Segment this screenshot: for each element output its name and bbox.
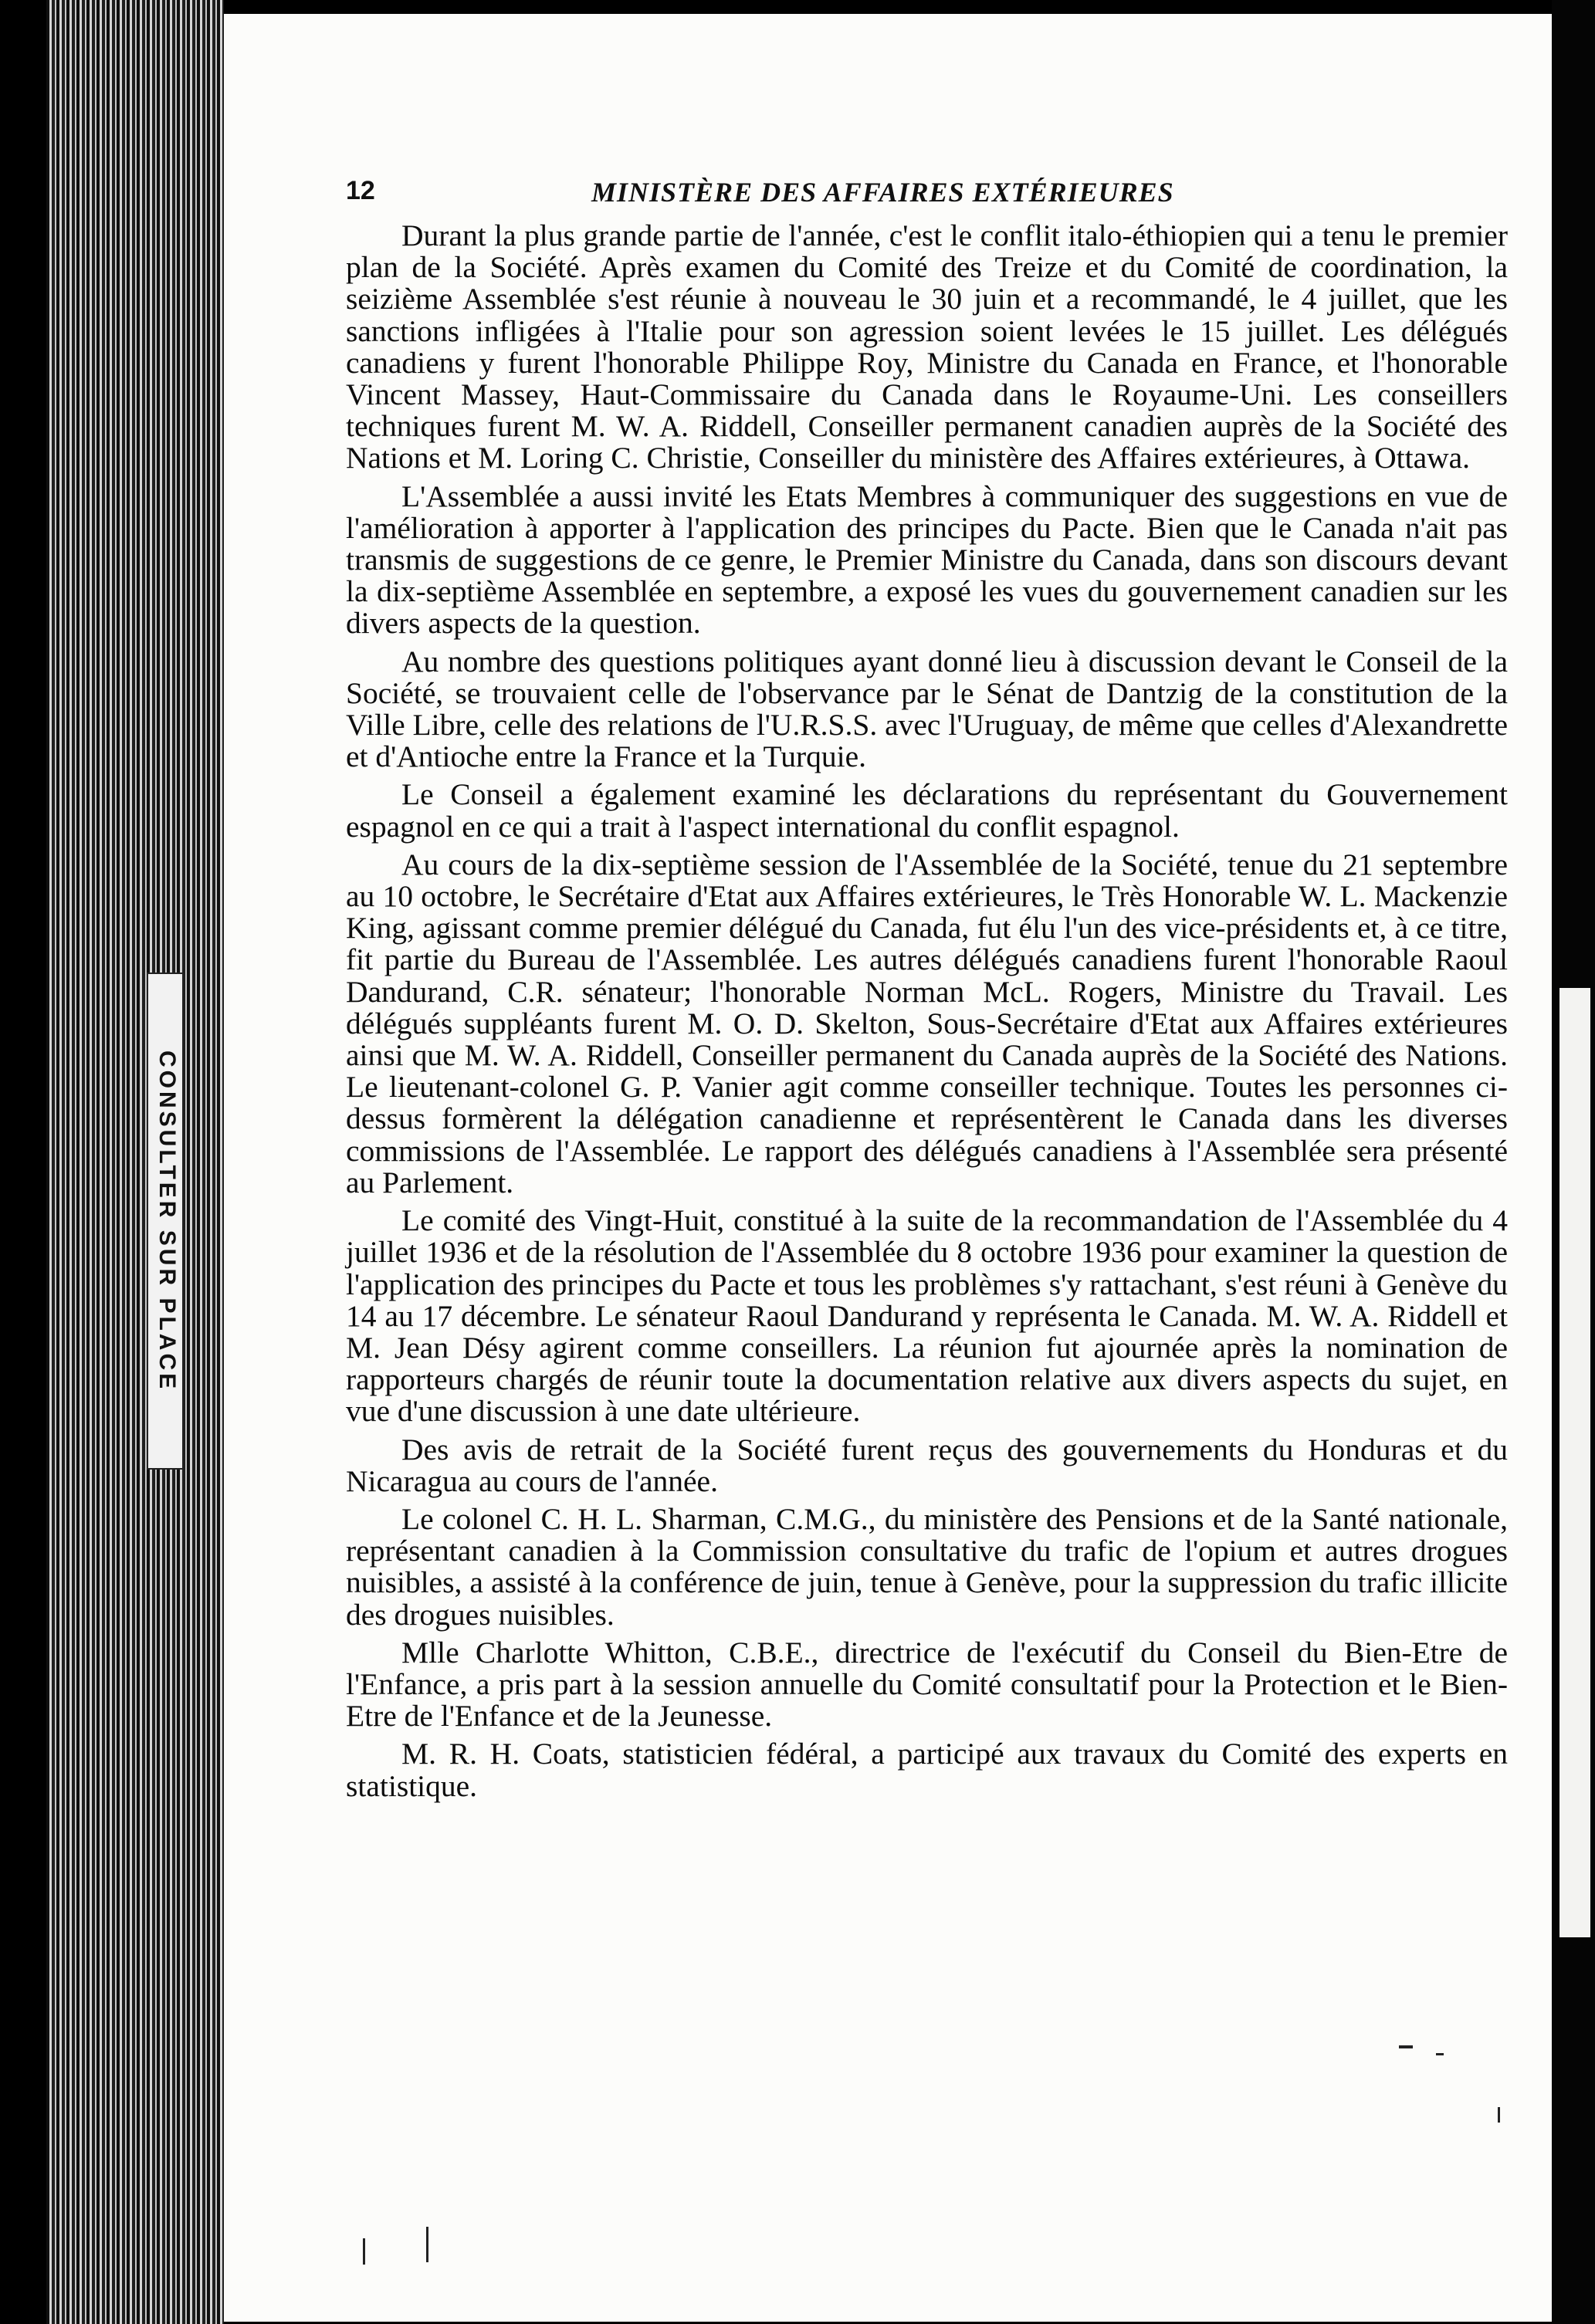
paragraph-pacte-suggestions: L'Assemblée a aussi invité les Etats Membres à communiquer des suggestions en vue de l'amélioration à apporter à l'application des principes du Pacte. Bien que le Canada n'ait pas transmis de suggestions de ce genre, le Premier Ministre du Canada, dans son discours devant la dix-septième Assemblée en septembre, a exposé les vues du gouvernement canadien sur les divers aspects de la question. — [346, 479, 1508, 641]
scan-speck — [1399, 2045, 1413, 2048]
paragraph-opium-commission: Le colonel C. H. L. Sharman, C.M.G., du ministère des Pensions et de la Santé nationale, représentant canadien à la Commission consultative du trafic de l'opium et autres drogues nuisibles, a assisté à la conférence de juin, tenue à Genève, pour la suppression du trafic illicite des drogues nuisibles. — [346, 1501, 1508, 1632]
paragraph-committee-28: Le comité des Vingt-Huit, constitué à la suite de la recommandation de l'Assemblée du 4 juillet 1936 et de la résolution de l'Assemblée du 8 octobre 1936 pour examiner la question de l'application des principes du Pacte et tous les problèmes s'y rattachant, s'est réuni à Genève du 14 au 17 décembre. Le sénateur Raoul Dandurand y représenta le Canada. M. W. A. Riddell et M. Jean Désy agirent comme conseillers. La réunion fut ajournée après la nomination de rapporteurs chargés de réunir toute la documentation relative aux divers aspects du sujet, en vue d'une discussion à une date ultérieure. — [346, 1203, 1508, 1429]
page-number: 12 — [346, 176, 375, 205]
scan-speck — [363, 2238, 365, 2265]
library-stamp: CONSULTER SUR PLACE — [147, 973, 184, 1470]
paragraph-italo-ethiopian-conflict: Durant la plus grande partie de l'année, c'est le conflit italo-éthiopien qui a tenu le premier plan de la Société. Après examen du Comité des Treize et du Comité de coordination, la seizième Assemblée s'est réunie à nouveau le 30 juin et a recommandé, le 4 juillet, que les sanctions infligées à l'Italie pour son agression soient levées le 15 juillet. Les délégués canadiens y furent l'honorable Philippe Roy, Ministre du Canada en France, et l'honorable Vincent Massey, Haut-Commissaire du Canada dans le Royaume-Uni. Les conseillers techniques furent M. W. A. Riddell, Conseiller permanent canadien auprès de la Société des Nations et M. Loring C. Christie, Conseiller du ministère des Affaires extérieures, à Ottawa. — [346, 218, 1508, 475]
paragraph-child-welfare: Mlle Charlotte Whitton, C.B.E., directrice de l'exécutif du Conseil du Bien-Etre de l'Enfance, a pris part à la session annuelle du Comité consultatif pour la Protection et le Bien-Etre de l'Enfance et de la Jeunesse. — [346, 1635, 1508, 1734]
paragraph-political-questions: Au nombre des questions politiques ayant donné lieu à discussion devant le Conseil de la Société, se trouvaient celle de l'observance par le Sénat de Dantzig de la constitution de la Ville Libre, celle des relations de l'U.R.S.S. avec l'Uruguay, de même que celles d'Alexandrette et d'Antioche entre la France et la Turquie. — [346, 644, 1508, 774]
scan-speck — [1498, 2107, 1500, 2123]
paragraph-spanish-conflict: Le Conseil a également examiné les déclarations du représentant du Gouvernement espagnol en ce qui a trait à l'aspect international du conflit espagnol. — [346, 777, 1508, 844]
scan-speck — [426, 2227, 428, 2262]
paragraph-seventeenth-session: Au cours de la dix-septième session de l'Assemblée de la Société, tenue du 21 septembre au 10 octobre, le Secrétaire d'Etat aux Affaires extérieures, le Très Honorable W. L. Mackenzie King, agissant comme premier délégué du Canada, fut élu l'un des vice-présidents et, à ce titre, fit partie du Bureau de l'Assemblée. Les autres délégués canadiens furent l'honorable Raoul Dandurand, C.R. sénateur; l'honorable Norman McL. Rogers, Ministre du Travail. Les délégués suppléants furent M. O. D. Skelton, Sous-Secrétaire d'Etat aux Affaires extérieures ainsi que M. W. A. Riddell, Conseiller permanent du Canada auprès de la Société des Nations. Le lieutenant-colonel G. P. Vanier agit comme conseiller technique. Toutes les personnes ci-dessus formèrent la délégation canadienne et représentèrent le Canada dans les diverses commissions de l'Assemblée. Le rapport des délégués canadiens à l'Assemblée sera présenté au Parlement. — [346, 847, 1508, 1199]
running-title: MINISTÈRE DES AFFAIRES EXTÉRIEURES — [591, 177, 1174, 208]
page-header — [346, 176, 1504, 215]
paragraph-statistics: M. R. H. Coats, statisticien fédéral, a participé aux travaux du Comité des experts en statistique. — [346, 1737, 1508, 1803]
paragraph-withdrawals: Des avis de retrait de la Société furent reçus des gouvernements du Honduras et du Nicaragua au cours de l'année. — [346, 1432, 1508, 1498]
book-binding-edge — [46, 0, 224, 2324]
body-text — [346, 220, 1508, 1808]
adjacent-page-edge — [1559, 988, 1590, 1937]
scan-speck — [1436, 2053, 1444, 2055]
